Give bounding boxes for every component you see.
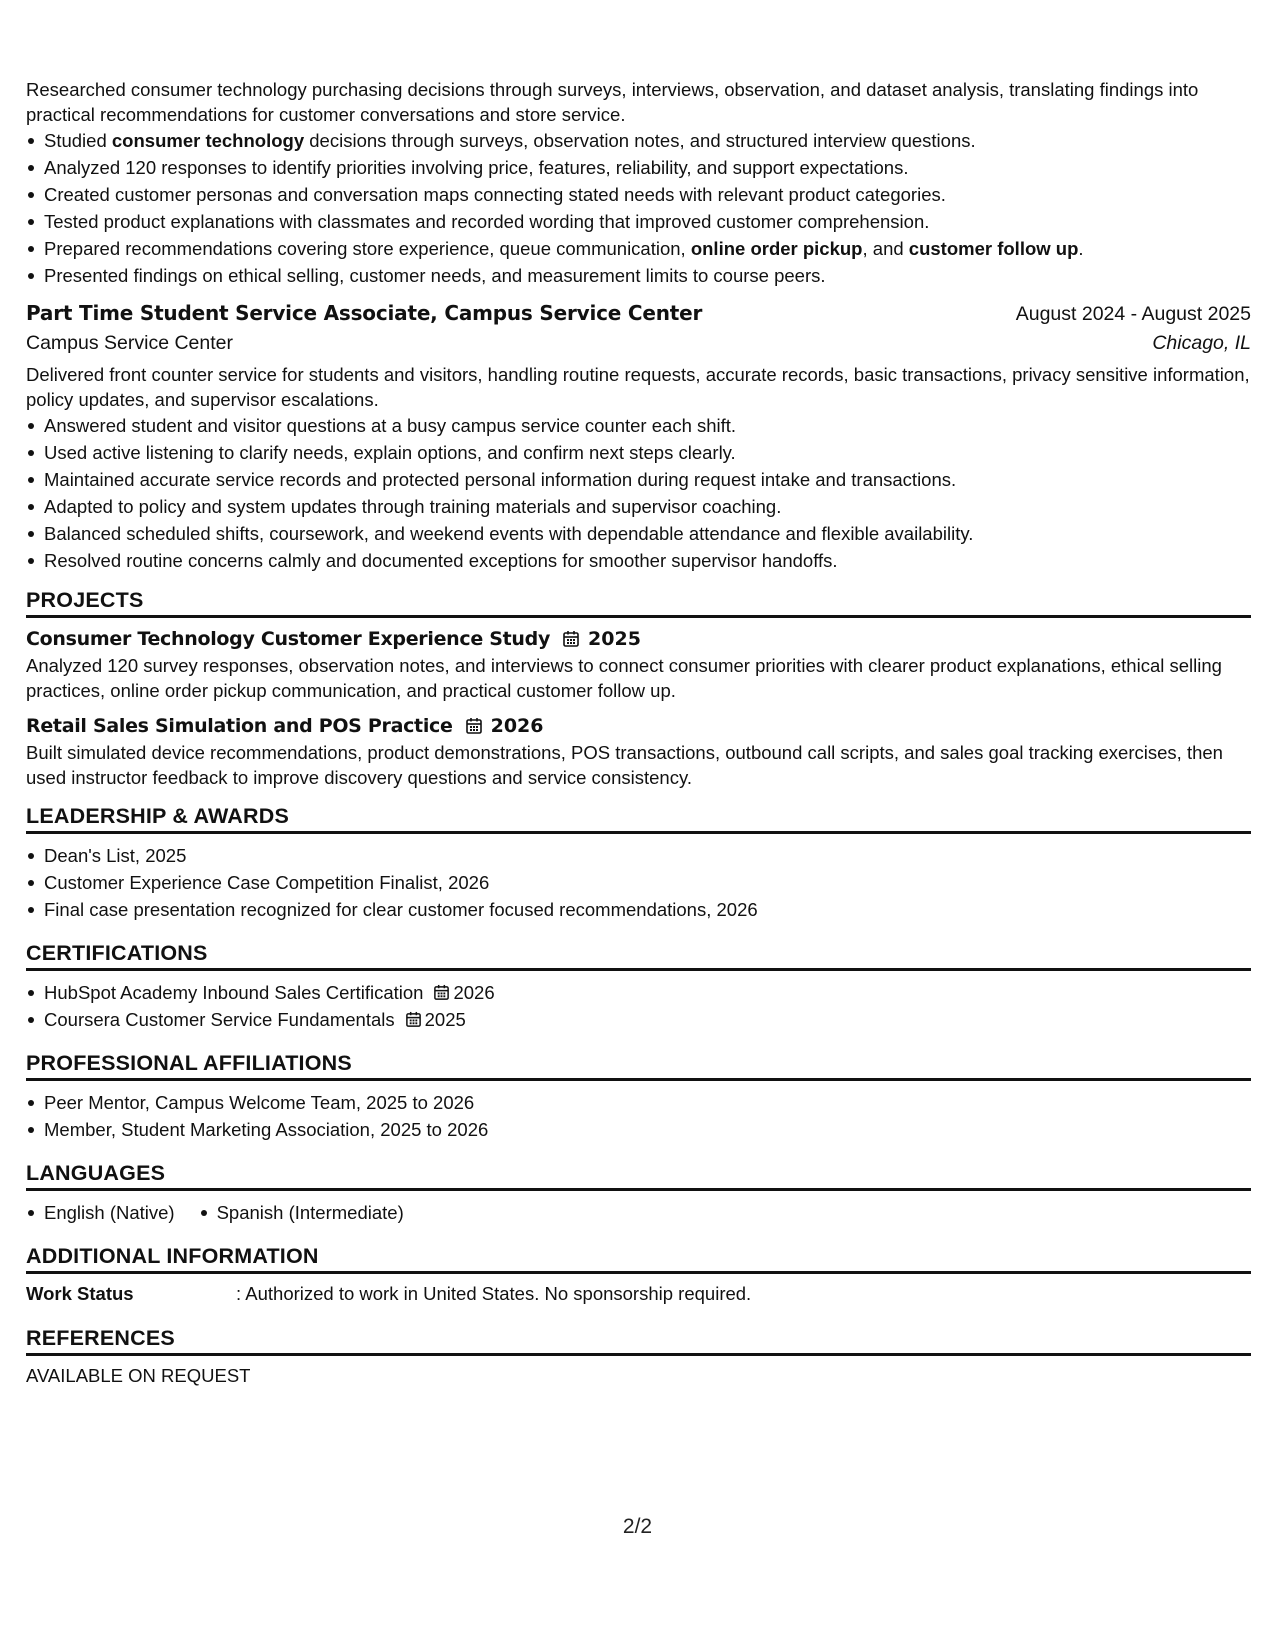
job-dates: August 2024 - August 2025 [1015,303,1251,325]
list-item: Final case presentation recognized for clear customer focused recommendations, 2026 [44,896,1251,923]
list-item: Tested product explanations with classmates and recorded wording that improved customer comprehension. [44,208,1251,235]
project-header [26,715,1251,737]
job-location: Chicago, IL [1152,332,1251,354]
project-year: 2025 [588,628,641,650]
job-title: Part Time Student Service Associate, Campus Service Center [26,301,703,325]
references-heading: REFERENCES [26,1326,1251,1356]
list-item: Maintained accurate service records and protected personal information during request intake and transactions. [44,466,1251,493]
list-item [44,1006,1251,1033]
list-item: Created customer personas and conversation maps connecting stated needs with relevant product categories. [44,181,1251,208]
list-item: Studied consumer technology decisions through surveys, observation notes, and structured interview questions. [44,127,1251,154]
intro-summary: Researched consumer technology purchasing decisions through surveys, interviews, observation, and dataset analysis, translating findings into practical recommendations for customer conversations and store service. [26,79,1199,125]
list-item [44,979,1251,1006]
list-item: English (Native) [44,1199,175,1226]
list-item: Balanced scheduled shifts, coursework, and weekend events with dependable attendance and flexible availability. [44,520,1251,547]
certification-year: 2026 [453,982,495,1003]
list-item: Customer Experience Case Competition Finalist, 2026 [44,869,1251,896]
certifications-list [26,979,1251,1033]
list-item: Member, Student Marketing Association, 2025 to 2026 [44,1116,1251,1143]
affiliations-heading: PROFESSIONAL AFFILIATIONS [26,1051,1251,1081]
languages-heading: LANGUAGES [26,1161,1251,1191]
project-header [26,628,1251,650]
project-description: Built simulated device recommendations, product demonstrations, POS transactions, outbound call scripts, and sales goal tracking exercises, then used instructor feedback to improve discovery questions and service consistency. [26,742,1223,788]
calendar-icon [405,1011,422,1028]
certifications-heading: CERTIFICATIONS [26,941,1251,971]
references-text: AVAILABLE ON REQUEST [26,1365,251,1386]
job-company: Campus Service Center [26,332,233,354]
job-summary: Delivered front counter service for students and visitors, handling routine requests, accurate records, basic transactions, privacy sensitive information, policy updates, and supervisor escalations. [26,364,1250,410]
page-number: 2/2 [622,1515,653,1538]
projects-heading: PROJECTS [26,588,1251,618]
list-item: Resolved routine concerns calmly and documented exceptions for smoother supervisor handoffs. [44,547,1251,574]
resume-page [26,78,1251,1389]
work-status-label: Work Status [26,1283,134,1304]
list-item: Spanish (Intermediate) [217,1199,404,1226]
list-item: Prepared recommendations covering store experience, queue communication, online order pickup, and customer follow up. [44,235,1251,262]
list-item: Presented findings on ethical selling, customer needs, and measurement limits to course peers. [44,262,1251,289]
calendar-icon [433,984,450,1001]
list-item: Peer Mentor, Campus Welcome Team, 2025 to 2026 [44,1089,1251,1116]
project-description: Analyzed 120 survey responses, observation notes, and interviews to connect consumer priorities with clearer product explanations, ethical selling practices, online order pickup communication, and practical customer follow up. [26,655,1222,701]
list-item: Answered student and visitor questions at a busy campus service counter each shift. [44,412,1251,439]
job-subheader [26,332,1251,355]
affiliations-list [26,1089,1251,1143]
project-title: Consumer Technology Customer Experience Study [26,628,551,650]
work-status-value: : Authorized to work in United States. No sponsorship required. [236,1283,752,1304]
calendar-icon [465,717,483,735]
certification-year: 2025 [424,1009,466,1030]
work-status-row [26,1282,1251,1306]
list-item: Analyzed 120 responses to identify priorities involving price, features, reliability, and support expectations. [44,154,1251,181]
leadership-heading: LEADERSHIP & AWARDS [26,804,1251,834]
intro-bullet-list [26,127,1251,289]
calendar-icon [562,630,580,648]
additional-heading: ADDITIONAL INFORMATION [26,1244,1251,1274]
list-item: Used active listening to clarify needs, explain options, and confirm next steps clearly. [44,439,1251,466]
list-item: Adapted to policy and system updates through training materials and supervisor coaching. [44,493,1251,520]
project-title: Retail Sales Simulation and POS Practice [26,715,453,737]
certification-name: Coursera Customer Service Fundamentals [44,1009,395,1030]
certification-name: HubSpot Academy Inbound Sales Certification [44,982,424,1003]
job-header [26,301,1251,326]
job-bullet-list [26,412,1251,574]
languages-list [26,1199,1251,1226]
leadership-list [26,842,1251,923]
project-year: 2026 [490,715,544,737]
list-item: Dean's List, 2025 [44,842,1251,869]
